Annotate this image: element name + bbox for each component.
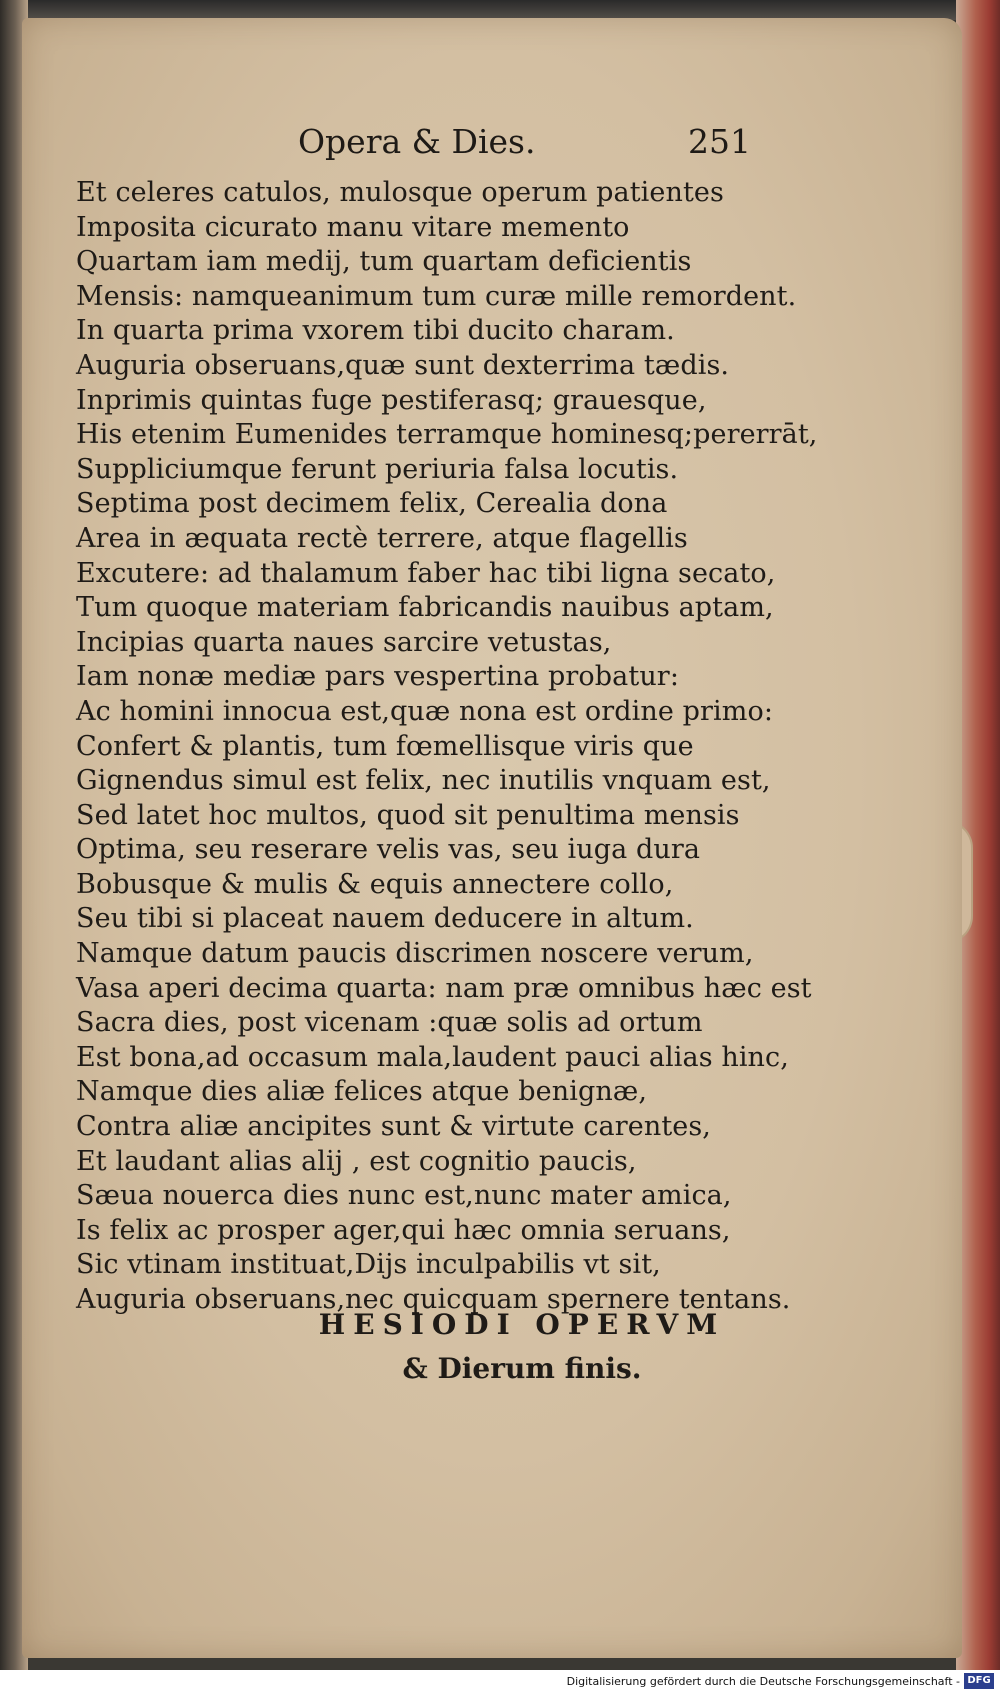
verse-line: Et celeres catulos, mulosque operum patientes: [76, 177, 724, 208]
verse-line: Inprimis quintas fuge pestiferasq; grauesque,: [76, 384, 707, 416]
verse-line: Iam nonæ mediæ pars vespertina probatur:: [76, 661, 680, 693]
verse-line: Is felix ac prosper ager,qui hæc omnia seruans,: [76, 1214, 731, 1246]
verse-line: Septima post decimem felix, Cerealia dona: [76, 488, 668, 520]
book-page: [22, 18, 962, 1658]
verse-line: His etenim Eumenides terramque hominesq;pererrāt,: [76, 419, 818, 451]
page-number: 251: [688, 122, 751, 161]
verse-line: Auguria obseruans,nec quicquam spernere tentans.: [76, 1284, 791, 1315]
verse-line: Incipias quarta naues sarcire vetustas,: [76, 626, 612, 658]
verse-line: Sed latet hoc multos, quod sit penultima mensis: [76, 799, 740, 831]
colophon-title: HESIODI OPERVM: [318, 1308, 726, 1341]
verse-line: In quarta prima vxorem tibi ducito charam.: [76, 315, 675, 347]
digitization-footer: [0, 1670, 1000, 1695]
dfg-logo-icon: DFG: [964, 1673, 994, 1689]
verse-line: Bobusque & mulis & equis annectere collo,: [76, 868, 674, 900]
verse-line: Imposita cicurato manu vitare memento: [76, 211, 630, 243]
verse-line: Sæua nouerca dies nunc est,nunc mater amica,: [76, 1180, 732, 1212]
book-top-edge: [0, 0, 1000, 20]
verse-line: Sic vtinam instituat,Dijs inculpabilis vt sit,: [76, 1249, 661, 1281]
verse-line: Namque dies aliæ felices atque benignæ,: [76, 1076, 648, 1108]
running-head: [22, 122, 962, 170]
verse-line: Namque datum paucis discrimen noscere verum,: [76, 938, 754, 970]
verse-line: Sacra dies, post vicenam :quæ solis ad ortum: [76, 1007, 703, 1039]
funding-credit: Digitalisierung gefördert durch die Deutsche Forschungsgemeinschaft -: [566, 1675, 960, 1688]
verse-line: Quartam iam medij, tum quartam deficientis: [76, 246, 692, 278]
verse-line: Confert & plantis, tum fœmellisque viris que: [76, 730, 694, 762]
verse-line: Area in æquata rectè terrere, atque flagellis: [76, 522, 688, 554]
verse-line: Excutere: ad thalamum faber hac tibi ligna secato,: [76, 557, 776, 589]
verse-line: Mensis: namqueanimum tum curæ mille remordent.: [76, 280, 797, 312]
verse-line: Contra aliæ ancipites sunt & virtute carentes,: [76, 1111, 711, 1143]
colophon-finis: & Dierum finis.: [402, 1352, 642, 1385]
verse-line: Et laudant alias alij , est cognitio paucis,: [76, 1145, 637, 1177]
verse-line: Suppliciumque ferunt periuria falsa locutis.: [76, 453, 679, 485]
verse-line: Auguria obseruans,quæ sunt dexterrima tædis.: [76, 349, 730, 381]
verse-line: Vasa aperi decima quarta: nam præ omnibus hæc est: [76, 972, 812, 1004]
verse-text: [76, 176, 818, 1318]
running-title: Opera & Dies.: [298, 122, 536, 161]
verse-line: Tum quoque materiam fabricandis nauibus aptam,: [76, 592, 774, 624]
verse-line: Seu tibi si placeat nauem deducere in altum.: [76, 903, 694, 935]
verse-line: Gignendus simul est felix, nec inutilis vnquam est,: [76, 765, 771, 797]
verse-line: Est bona,ad occasum mala,laudent pauci alias hinc,: [76, 1041, 789, 1073]
verse-line: Ac homini innocua est,quæ nona est ordine primo:: [76, 695, 774, 727]
verse-line: Optima, seu reserare velis vas, seu iuga dura: [76, 834, 701, 866]
